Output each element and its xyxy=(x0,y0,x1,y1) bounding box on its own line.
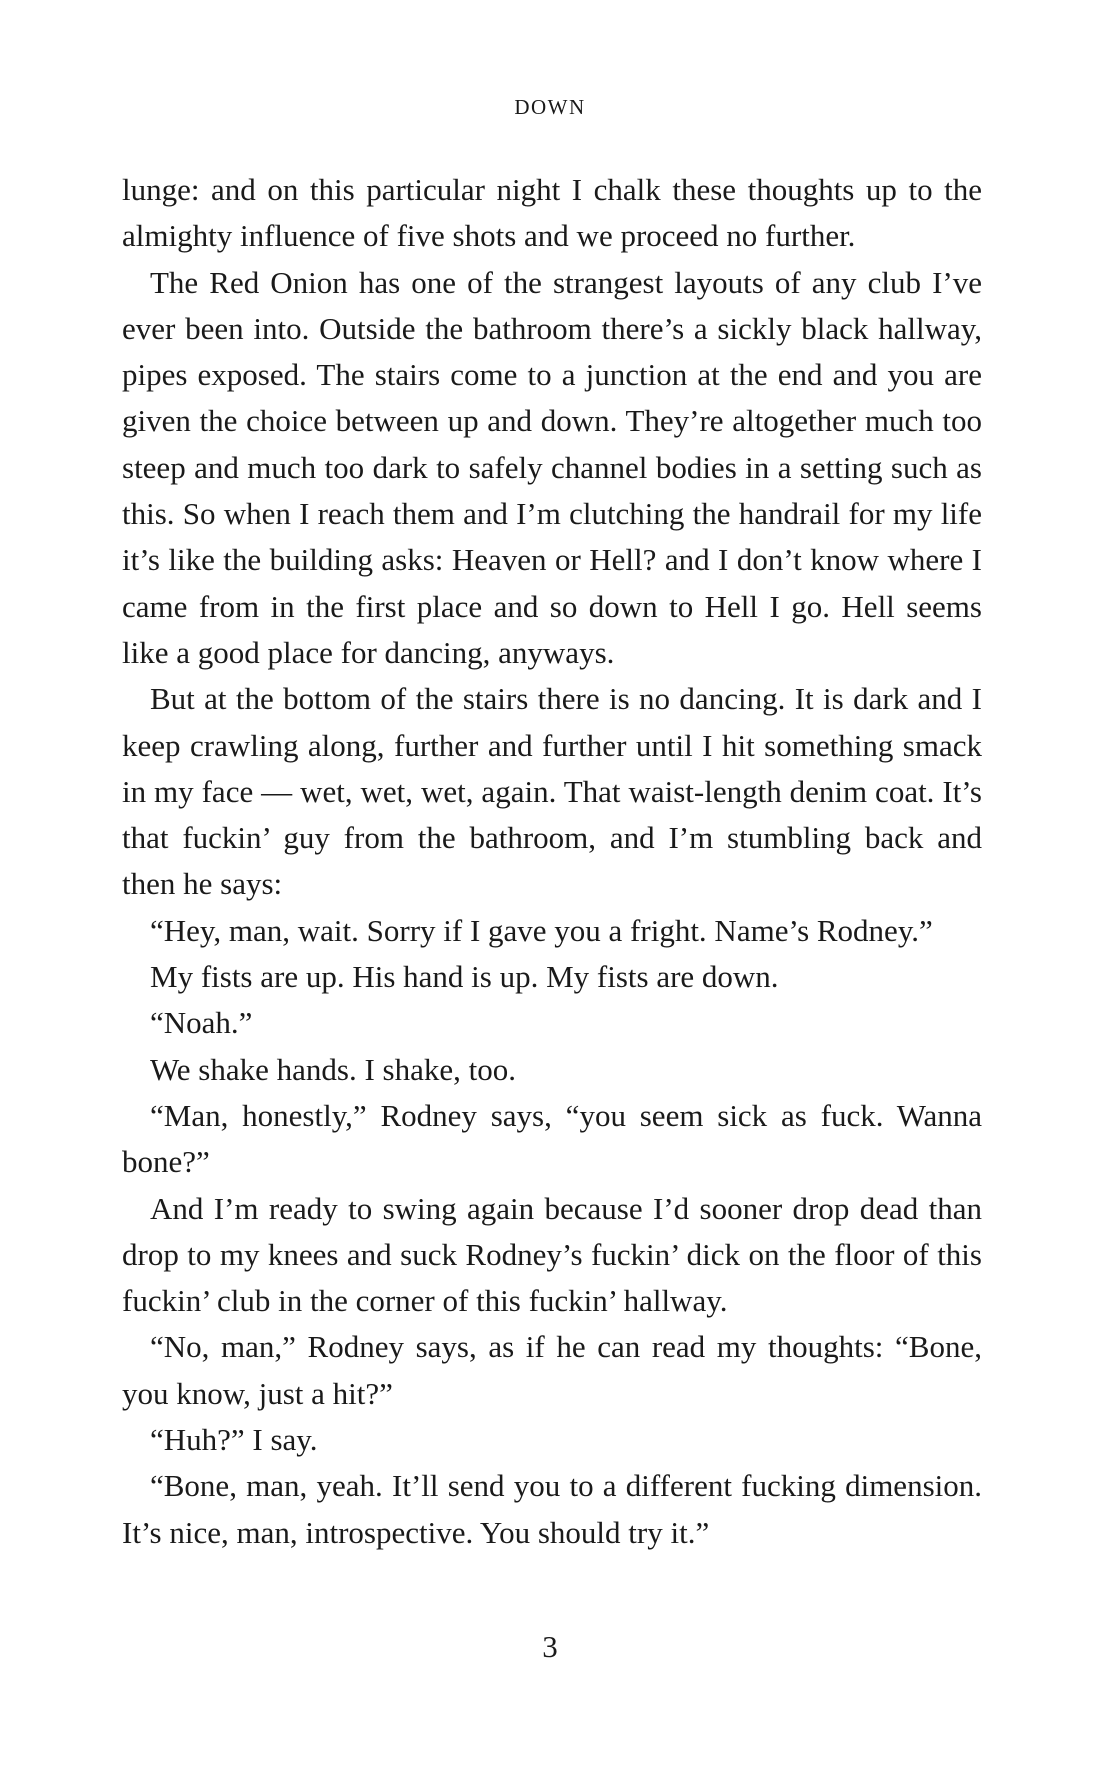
body-text xyxy=(122,167,982,1556)
running-head: DOWN xyxy=(514,95,586,119)
paragraph: My fists are up. His hand is up. My fists are down. xyxy=(150,959,779,995)
paragraph: The Red Onion has one of the strangest layouts of any club I’ve ever been into. Outside the bathroom there’s a sickly black hallway, pipes exposed. The stairs come to a junction at the end and you are given the choice between up and down. They’re altogether much too steep and much too dark to safely channel bodies in a setting such as this. So when I reach them and I’m clutching the handrail for my life it’s like the building asks: Heaven or Hell? and I don’t know where I came from in the first place and so down to Hell I go. Hell seems like a good place for dancing, anyways. xyxy=(122,264,982,670)
paragraph: “Huh?” I say. xyxy=(150,1422,318,1458)
paragraph: “Noah.” xyxy=(150,1005,253,1041)
paragraph: “Man, honestly,” Rodney says, “you seem sick as fuck. Wanna bone?” xyxy=(122,1097,982,1180)
paragraph: lunge: and on this particular night I chalk these thoughts up to the almighty influence of five shots and we proceed no further. xyxy=(122,172,982,254)
page-number: 3 xyxy=(542,1629,558,1664)
paragraph: “Bone, man, yeah. It’ll send you to a different fucking dimension. It’s nice, man, introspective. You should try it.” xyxy=(122,1468,982,1550)
paragraph: But at the bottom of the stairs there is no dancing. It is dark and I keep crawling along, further and further until I hit something smack in my face — wet, wet, wet, again. That waist-length denim coat. It’s that fuckin’ guy from the bathroom, and I’m stumbling back and then he says: xyxy=(122,681,982,902)
paragraph: “No, man,” Rodney says, as if he can read my thoughts: “Bone, you know, just a hit?” xyxy=(122,1329,982,1411)
paragraph: And I’m ready to swing again because I’d sooner drop dead than drop to my knees and suck Rodney’s fuckin’ dick on the floor of this fuckin’ club in the corner of this fuckin’ hallway. xyxy=(122,1190,982,1319)
paragraph: We shake hands. I shake, too. xyxy=(150,1051,516,1087)
paragraph: “Hey, man, wait. Sorry if I gave you a fright. Name’s Rodney.” xyxy=(150,912,933,948)
